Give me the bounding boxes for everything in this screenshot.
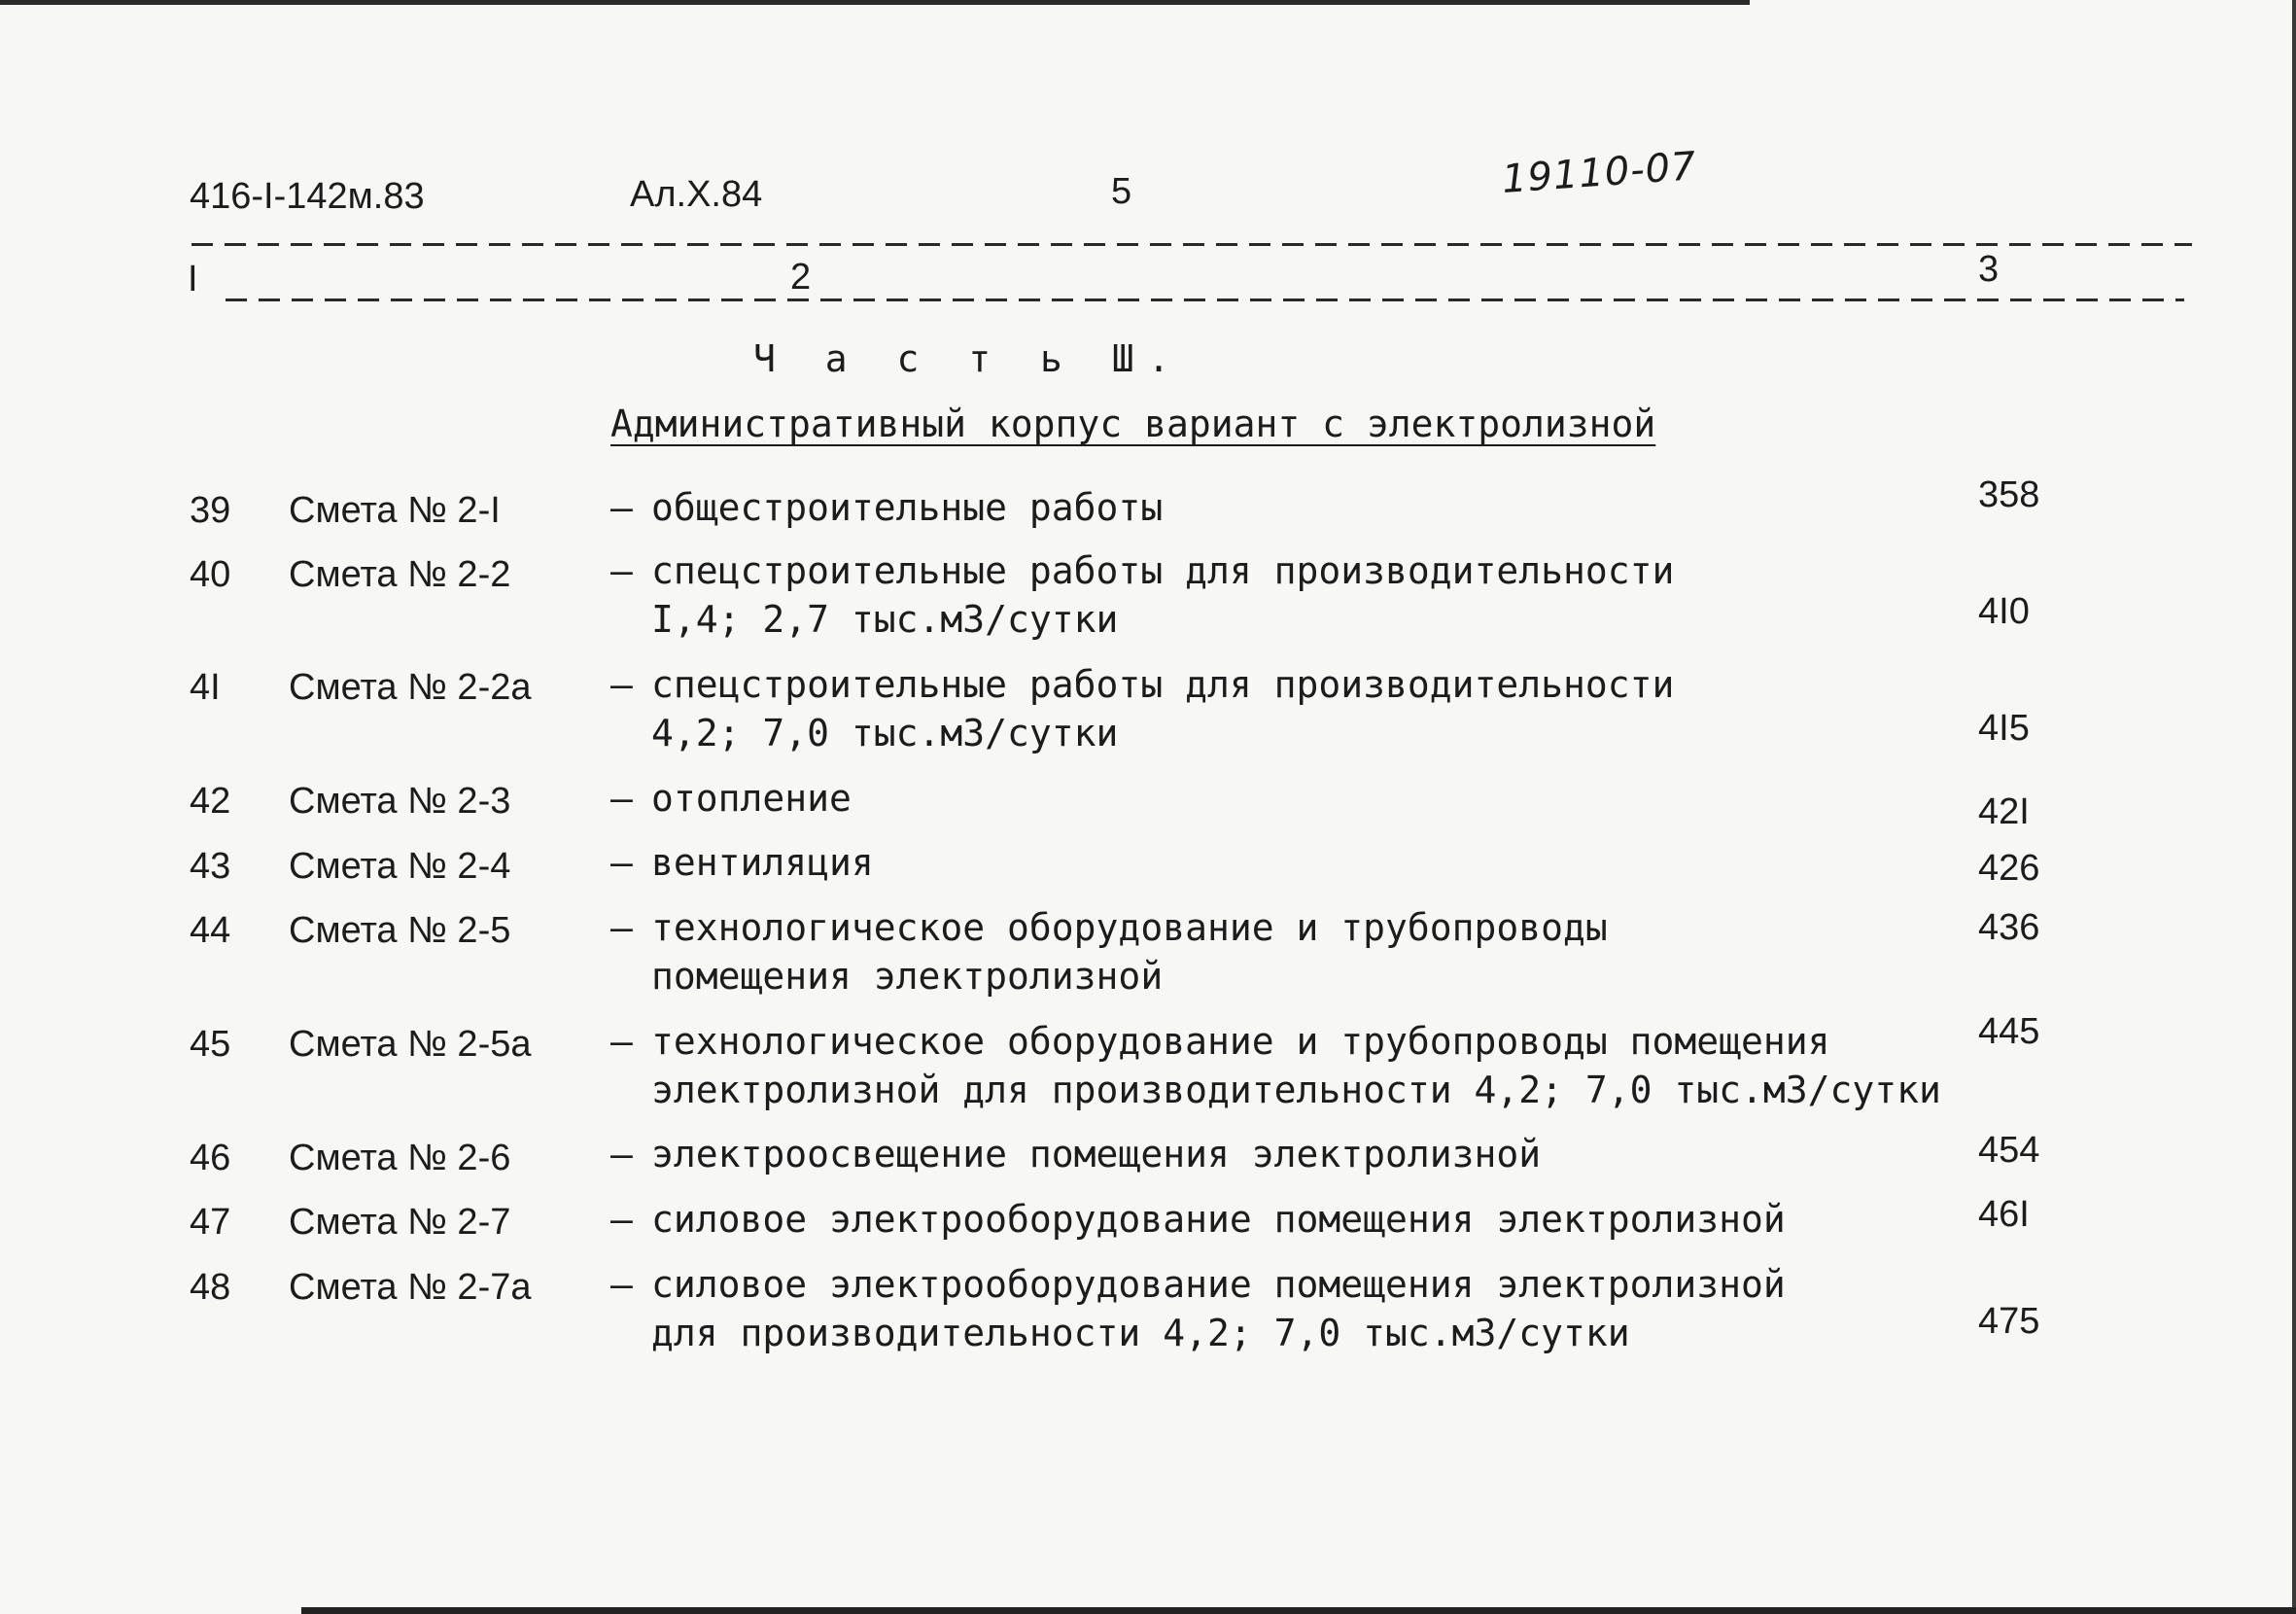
scan-edge-top: [0, 0, 1750, 5]
row-page: 4I5: [1978, 708, 2030, 749]
row-number: 46: [190, 1138, 231, 1178]
estimate-code: Смета № 2-5а: [289, 1024, 532, 1065]
row-description: электроосвещение помещения электролизной: [651, 1133, 1542, 1175]
row-description-line-1: спецстроительные работы для производительности: [651, 549, 1675, 592]
row-number: 45: [190, 1024, 231, 1065]
page-number: 5: [1111, 171, 1132, 212]
column-number-2: 2: [790, 257, 812, 298]
row-description: общестроительные работы: [651, 486, 1164, 529]
row-page: 436: [1978, 907, 2040, 948]
estimate-code: Смета № 2-5: [289, 910, 511, 951]
row-dash: –: [610, 777, 633, 820]
part-title: Ч а с т ь Ш.: [753, 337, 1184, 380]
row-description-line-2: I,4; 2,7 тыс.м3/сутки: [651, 598, 1119, 641]
row-dash: –: [610, 1020, 633, 1063]
row-description-line-2: для производительности 4,2; 7,0 тыс.м3/сутки: [651, 1312, 1630, 1354]
section-title: Административный корпус вариант с электролизной: [610, 403, 1656, 445]
row-description-line-2: помещения электролизной: [651, 955, 1164, 998]
dashed-rule-top: [191, 243, 2192, 246]
row-dash: –: [610, 906, 633, 949]
row-page: 358: [1978, 474, 2040, 515]
row-number: 47: [190, 1202, 231, 1243]
column-number-3: 3: [1978, 249, 2000, 290]
doc-code: 416-I-142м.83: [190, 176, 425, 217]
row-page: 445: [1978, 1011, 2040, 1052]
row-description-line-2: 4,2; 7,0 тыс.м3/сутки: [651, 712, 1119, 754]
estimate-code: Смета № 2-2а: [289, 667, 532, 708]
row-number: 48: [190, 1267, 231, 1308]
dashed-rule-bottom: [226, 298, 2184, 301]
row-description: силовое электрооборудование помещения электролизной: [651, 1198, 1786, 1241]
row-description-line-2: электролизной для производительности 4,2; 7,0 тыс.м3/сутки: [651, 1069, 1941, 1111]
row-dash: –: [610, 841, 633, 884]
row-description-line-1: спецстроительные работы для производительности: [651, 663, 1675, 706]
row-dash: –: [610, 663, 633, 706]
row-page: 454: [1978, 1130, 2040, 1171]
estimate-code: Смета № 2-2: [289, 554, 511, 595]
row-number: 44: [190, 910, 231, 951]
row-number: 42: [190, 781, 231, 822]
row-dash: –: [610, 549, 633, 592]
row-description-line-1: силовое электрооборудование помещения электролизной: [651, 1263, 1786, 1306]
row-dash: –: [610, 486, 633, 529]
estimate-code: Смета № 2-7: [289, 1202, 511, 1243]
estimate-code: Смета № 2-6: [289, 1138, 511, 1178]
row-number: 4I: [190, 667, 221, 708]
row-dash: –: [610, 1133, 633, 1175]
scan-edge-right: [2292, 0, 2296, 1614]
column-number-1: I: [188, 259, 198, 299]
row-page: 426: [1978, 848, 2040, 889]
row-description-line-1: технологическое оборудование и трубопроводы помещения: [651, 1020, 1830, 1063]
row-page: 42I: [1978, 791, 2030, 832]
handwritten-ref: 19110-07: [1500, 144, 1698, 202]
album-code: Ал.Х.84: [630, 174, 763, 215]
row-number: 40: [190, 554, 231, 595]
estimate-code: Смета № 2-4: [289, 846, 511, 887]
row-description: вентиляция: [651, 841, 874, 884]
row-page: 46I: [1978, 1194, 2030, 1235]
row-description-line-1: технологическое оборудование и трубопроводы: [651, 906, 1608, 949]
row-dash: –: [610, 1198, 633, 1241]
scan-edge-bottom: [301, 1607, 2296, 1614]
row-number: 43: [190, 846, 231, 887]
row-page: 475: [1978, 1301, 2040, 1342]
estimate-code: Смета № 2-I: [289, 490, 501, 531]
row-page: 4I0: [1978, 591, 2030, 632]
row-dash: –: [610, 1263, 633, 1306]
row-number: 39: [190, 490, 231, 531]
row-description: отопление: [651, 777, 852, 820]
estimate-code: Смета № 2-7а: [289, 1267, 532, 1308]
estimate-code: Смета № 2-3: [289, 781, 511, 822]
